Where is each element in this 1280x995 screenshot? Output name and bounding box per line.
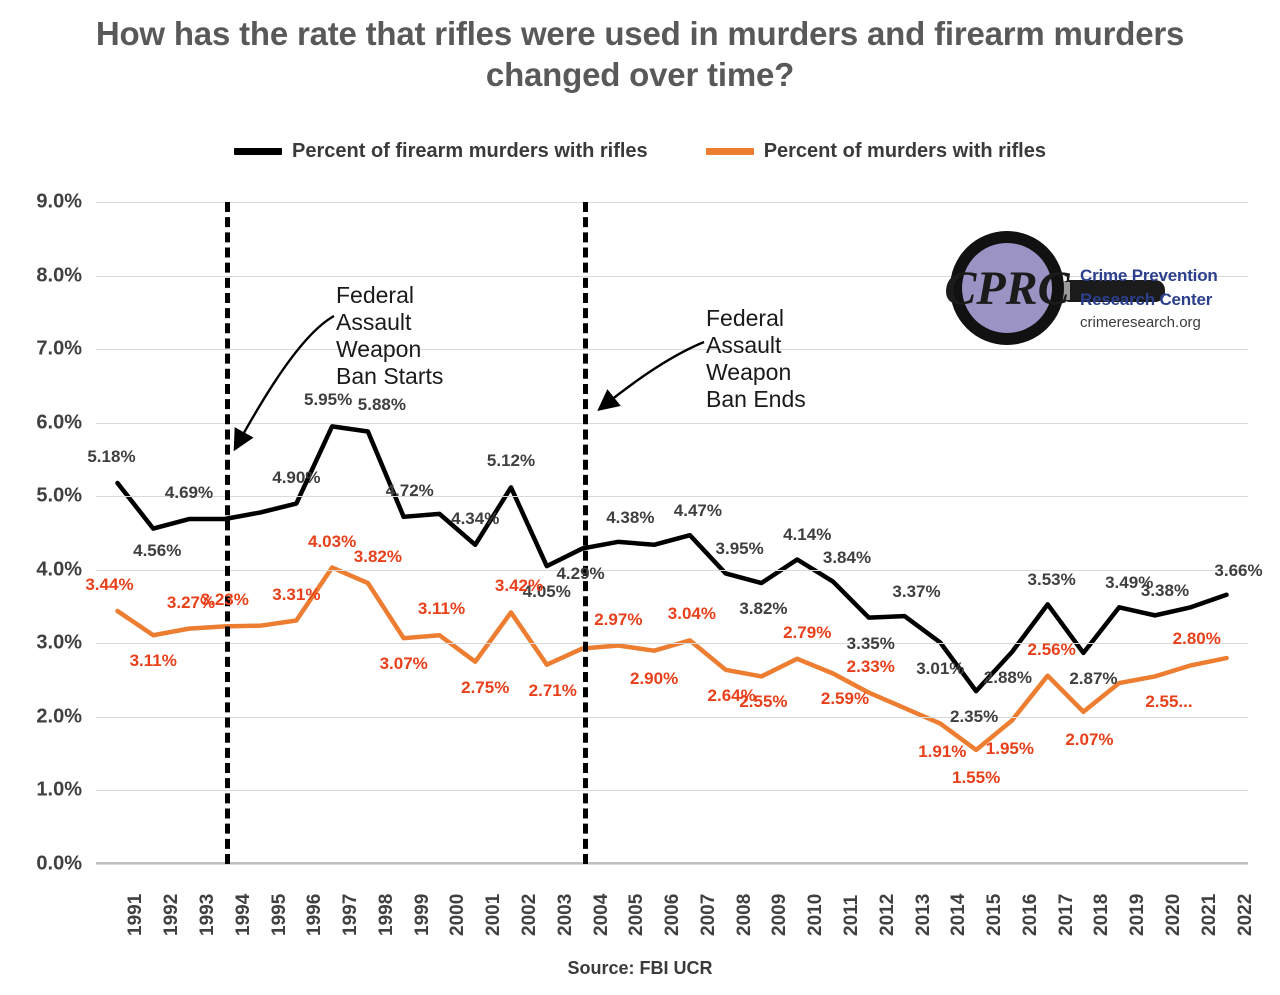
- legend-item-murders: [706, 140, 1046, 163]
- logo-line-1: Crime Prevention: [1080, 266, 1218, 285]
- source-note: Source: FBI UCR: [567, 958, 713, 978]
- data-label: 5.88%: [357, 395, 406, 415]
- data-label: 2.35%: [949, 707, 999, 727]
- x-axis-tick-label: 2019: [1127, 893, 1149, 936]
- data-label: 1.91%: [918, 741, 967, 761]
- data-label: 4.38%: [606, 507, 655, 527]
- x-axis-tick-label: 1992: [161, 893, 183, 936]
- annotation-ban-starts-line3: Weapon: [336, 336, 422, 363]
- x-axis-tick-label: 2015: [984, 893, 1006, 936]
- x-axis-tick-label: 1994: [232, 893, 254, 936]
- data-label: 4.14%: [783, 525, 832, 545]
- x-axis-tick-label: 1998: [375, 893, 397, 936]
- data-label: 2.88%: [983, 668, 1032, 688]
- x-axis-tick-label: 2012: [876, 893, 898, 936]
- x-axis-tick-label: 2011: [840, 894, 862, 936]
- y-axis-tick-label: 2.0%: [36, 705, 82, 728]
- x-axis-tick-label: 2020: [1162, 893, 1184, 936]
- annotation-ban-starts-line2: Assault: [336, 309, 412, 336]
- annotation-ban-ends-line2: Assault: [706, 332, 782, 359]
- data-label: 3.95%: [715, 539, 764, 559]
- data-label: 2.33%: [846, 656, 895, 676]
- x-axis-tick-label: 1997: [340, 893, 362, 936]
- data-label: 2.56%: [1027, 639, 1076, 659]
- logo: [940, 228, 1240, 358]
- data-label: 4.56%: [133, 540, 182, 560]
- data-label: 4.29%: [556, 564, 605, 584]
- data-label: 3.42%: [494, 576, 544, 596]
- data-label: 4.69%: [164, 483, 214, 503]
- x-axis-tick-label: 2005: [626, 893, 648, 936]
- data-label: 2.87%: [1069, 668, 1118, 688]
- x-axis-tick-label: 2002: [519, 893, 540, 936]
- x-axis-tick-label: 2017: [1055, 893, 1077, 936]
- x-axis-tick-label: 2003: [554, 893, 576, 936]
- annotation-ban-ends-line1: Federal: [706, 305, 784, 331]
- x-axis-tick-label: 2001: [483, 893, 505, 936]
- vertical-marker-1994: [225, 202, 230, 864]
- y-axis-tick-label: 3.0%: [36, 631, 82, 654]
- x-axis-tick-label: 2022: [1234, 893, 1256, 936]
- x-axis-tick-label: 2014: [948, 893, 970, 936]
- x-axis-tick-label: 2009: [769, 893, 791, 936]
- x-axis-tick-label: 2006: [662, 893, 684, 936]
- data-label: 1.95%: [985, 738, 1034, 758]
- data-label: 2.07%: [1065, 729, 1114, 749]
- x-axis-tick-label: 1999: [411, 893, 433, 936]
- page-title: How has the rate that rifles were used in murders and firearm murders changed over time?: [95, 15, 1185, 93]
- x-axis-tick-label: 2004: [590, 893, 612, 936]
- legend-label-firearm-murders: Percent of firearm murders with rifles: [292, 140, 648, 162]
- annotation-ban-starts-line1: Federal: [336, 282, 414, 308]
- y-axis-tick-label: 7.0%: [36, 337, 82, 360]
- data-label: 3.31%: [272, 584, 321, 604]
- y-axis-tick-label: 5.0%: [36, 484, 82, 507]
- data-label: 2.80%: [1172, 629, 1221, 649]
- chart-legend: [0, 140, 1280, 163]
- data-label: 3.35%: [846, 633, 895, 653]
- gridline: [96, 717, 1248, 718]
- data-label: 3.23%: [200, 590, 249, 610]
- x-axis-tick-label: 1991: [125, 893, 147, 936]
- data-label: 3.27%: [166, 592, 216, 612]
- data-label: 4.05%: [522, 582, 571, 602]
- data-label: 1.55%: [951, 767, 1001, 787]
- legend-item-firearm-murders: [234, 140, 648, 163]
- data-label: 3.82%: [739, 599, 788, 619]
- legend-label-murders: Percent of murders with rifles: [763, 140, 1046, 162]
- y-axis-tick-label: 1.0%: [36, 778, 82, 801]
- data-label: 2.64%: [707, 685, 756, 705]
- data-label: 3.11%: [129, 651, 177, 671]
- data-label: 3.11%: [417, 599, 466, 619]
- data-label: 3.44%: [85, 574, 134, 594]
- vertical-marker-2004: [583, 202, 588, 864]
- x-axis-tick-label: 2013: [912, 893, 934, 936]
- gridline: [96, 864, 1248, 865]
- x-axis-tick-label: 2000: [447, 893, 469, 936]
- annotation-ban-starts-line4: Ban Starts: [336, 363, 444, 390]
- data-label: 5.18%: [87, 446, 136, 466]
- data-label: 5.95%: [304, 390, 353, 410]
- data-label: 2.71%: [528, 680, 577, 700]
- data-label: 2.55...: [1145, 692, 1193, 712]
- x-axis-tick-label: 2021: [1198, 893, 1220, 936]
- y-axis-tick-label: 8.0%: [36, 264, 82, 287]
- data-label: 4.03%: [308, 531, 357, 551]
- x-axis-tick-label: 1993: [197, 893, 219, 936]
- data-label: 3.66%: [1214, 560, 1263, 580]
- gridline: [96, 423, 1248, 424]
- data-label: 3.07%: [379, 654, 428, 674]
- x-axis-tick-label: 2007: [697, 893, 719, 936]
- data-label: 3.37%: [892, 582, 941, 602]
- y-axis-tick-label: 9.0%: [36, 190, 82, 213]
- svg-text:CPRC: CPRC: [944, 262, 1070, 315]
- gridline: [96, 202, 1248, 203]
- data-label: 2.90%: [630, 668, 679, 688]
- data-label: 3.82%: [353, 547, 402, 567]
- x-axis-tick-label: 1995: [268, 893, 290, 936]
- data-label: 3.01%: [916, 658, 965, 678]
- data-label: 3.38%: [1140, 581, 1190, 601]
- data-label: 2.55%: [739, 692, 788, 712]
- x-axis-tick-label: 1996: [304, 893, 326, 936]
- logo-line-3: crimeresearch.org: [1080, 314, 1201, 331]
- x-axis-tick-label: 2018: [1091, 893, 1113, 936]
- x-axis-tick-label: 2016: [1019, 893, 1041, 936]
- annotation-ban-ends-line4: Ban Ends: [706, 386, 806, 413]
- data-label: 4.34%: [451, 508, 500, 528]
- y-axis-tick-label: 0.0%: [36, 852, 82, 875]
- y-axis-tick-label: 6.0%: [36, 411, 82, 434]
- data-label: 3.04%: [667, 604, 716, 624]
- annotation-ban-ends-line3: Weapon: [706, 359, 792, 386]
- x-axis-tick-label: 2010: [805, 893, 827, 936]
- data-label: 3.53%: [1027, 570, 1076, 590]
- data-label: 4.72%: [385, 480, 434, 500]
- data-label: 2.75%: [461, 677, 510, 697]
- legend-swatch-orange: [706, 148, 754, 155]
- data-label: 4.47%: [673, 501, 722, 521]
- logo-line-2: Research Center: [1080, 290, 1213, 309]
- data-label: 2.79%: [783, 622, 832, 642]
- legend-swatch-black: [234, 148, 282, 155]
- x-axis-line: [96, 862, 1248, 864]
- data-label: 2.97%: [594, 609, 643, 629]
- y-axis-tick-label: 4.0%: [36, 558, 82, 581]
- x-axis-tick-label: 2008: [733, 893, 755, 936]
- data-label: 3.84%: [822, 547, 872, 567]
- annotation-ban-ends: [706, 305, 806, 414]
- data-label: 3.49%: [1105, 573, 1154, 593]
- annotation-ban-starts: [336, 282, 443, 391]
- data-label: 5.12%: [486, 451, 536, 471]
- data-label: 2.59%: [820, 689, 870, 709]
- gridline: [96, 496, 1248, 497]
- data-label: 4.90%: [272, 467, 321, 487]
- gridline: [96, 790, 1248, 791]
